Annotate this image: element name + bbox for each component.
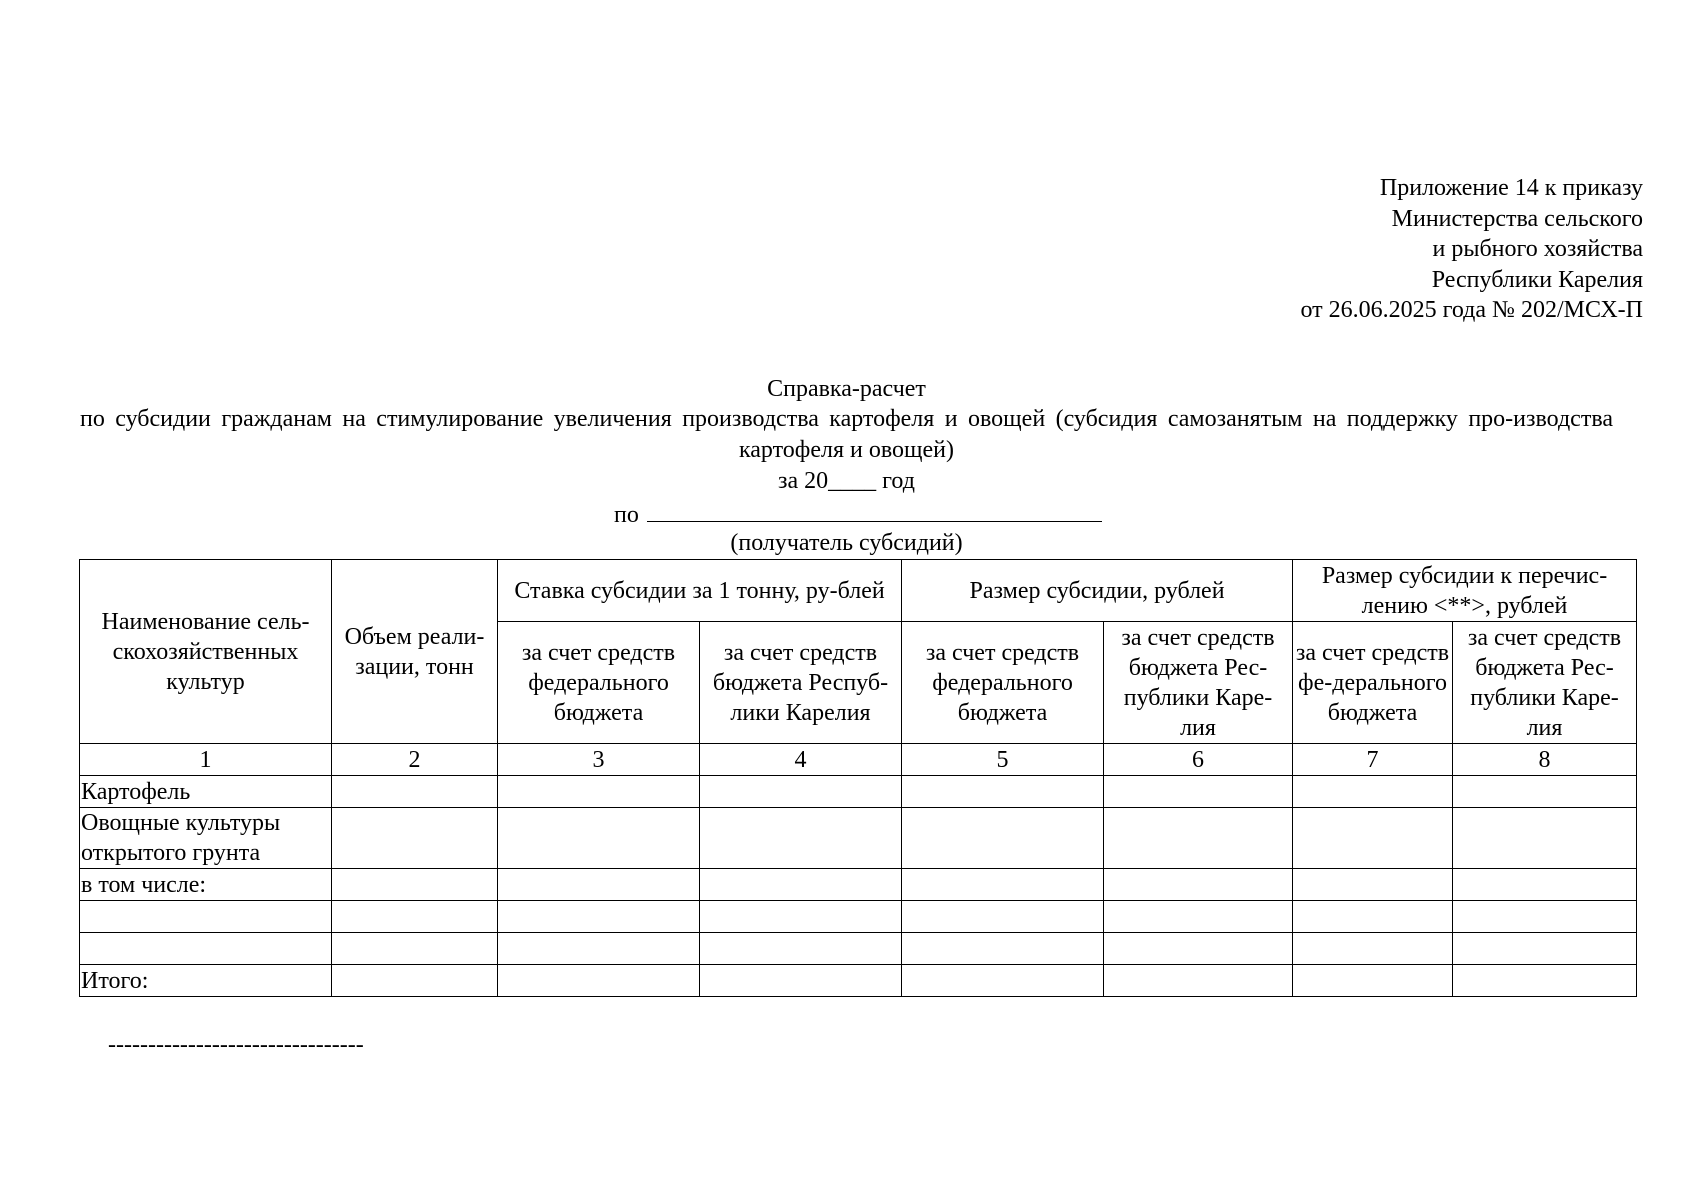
- table-row: [80, 965, 1637, 997]
- row-label: Картофель: [80, 776, 332, 808]
- table-cell: [1293, 776, 1453, 808]
- table-cell: [332, 965, 498, 997]
- table-cell: [498, 933, 700, 965]
- table-cell: [700, 869, 902, 901]
- column-number: 5: [902, 744, 1104, 776]
- table-row: [80, 808, 1637, 869]
- row-label: в том числе:: [80, 869, 332, 901]
- header-rate-regional: за счет средств бюджета Респуб-лики Карелия: [700, 622, 902, 744]
- table-row: [80, 869, 1637, 901]
- table-cell: [902, 808, 1104, 869]
- table-cell: [1453, 808, 1637, 869]
- calculation-table: [79, 559, 1637, 997]
- table-cell: [332, 901, 498, 933]
- table-cell: [1293, 965, 1453, 997]
- recipient-blank-field: [647, 497, 1102, 522]
- header-amount-regional: за счет средств бюджета Рес-публики Каре-лия: [1104, 622, 1293, 744]
- row-label: Итого:: [80, 965, 332, 997]
- column-number: 1: [80, 744, 332, 776]
- row-label: [80, 933, 332, 965]
- column-number: 4: [700, 744, 902, 776]
- column-number: 8: [1453, 744, 1637, 776]
- table-cell: [1293, 901, 1453, 933]
- header-subsidy-amount-group: Размер субсидии, рублей: [902, 560, 1293, 622]
- document-title: Справка-расчет: [767, 376, 926, 402]
- table-cell: [1104, 776, 1293, 808]
- table-cell: [700, 965, 902, 997]
- table-cell: [700, 808, 902, 869]
- table-cell: [498, 808, 700, 869]
- table-cell: [498, 901, 700, 933]
- appendix-line: Республики Карелия: [1431, 266, 1643, 293]
- header-sales-volume: Объем реали-зации, тонн: [332, 560, 498, 744]
- table-cell: [700, 776, 902, 808]
- header-rate-federal: за счет средств федерального бюджета: [498, 622, 700, 744]
- table-cell: [902, 933, 1104, 965]
- header-transfer-amount-group: Размер субсидии к перечис-лению <**>, рублей: [1293, 560, 1637, 622]
- table-cell: [1453, 965, 1637, 997]
- table-cell: [498, 776, 700, 808]
- header-crop-name: Наименование сель-скохозяйственных культур: [80, 560, 332, 744]
- recipient-line: [614, 497, 1102, 530]
- table-cell: [498, 965, 700, 997]
- appendix-block: [1300, 173, 1643, 326]
- column-number-row: [80, 744, 1637, 776]
- table-cell: [332, 869, 498, 901]
- header-amount-federal: за счет средств федерального бюджета: [902, 622, 1104, 744]
- column-number: 3: [498, 744, 700, 776]
- table-cell: [902, 869, 1104, 901]
- table-cell: [902, 965, 1104, 997]
- table-cell: [1104, 965, 1293, 997]
- table-cell: [1293, 933, 1453, 965]
- table-cell: [1453, 933, 1637, 965]
- table-cell: [700, 901, 902, 933]
- header-transfer-federal: за счет средств фе-дерального бюджета: [1293, 622, 1453, 744]
- table-cell: [1104, 869, 1293, 901]
- column-number: 2: [332, 744, 498, 776]
- recipient-prefix: по: [614, 502, 639, 528]
- table-cell: [1104, 901, 1293, 933]
- table-cell: [332, 933, 498, 965]
- appendix-line: от 26.06.2025 года № 202/МСХ-П: [1300, 297, 1643, 323]
- period-line: за 20____ год: [778, 468, 915, 494]
- table-cell: [1453, 901, 1637, 933]
- appendix-line: и рыбного хозяйства: [1432, 236, 1643, 262]
- column-number: 6: [1104, 744, 1293, 776]
- table-cell: [902, 776, 1104, 808]
- table-cell: [1104, 808, 1293, 869]
- appendix-line: Приложение 14 к приказу: [1379, 175, 1643, 201]
- table-cell: [498, 869, 700, 901]
- column-number: 7: [1293, 744, 1453, 776]
- table-row: [80, 776, 1637, 808]
- header-rate-group: Ставка субсидии за 1 тонну, ру-блей: [498, 560, 902, 622]
- recipient-note: (получатель субсидий): [730, 530, 963, 556]
- table-cell: [1293, 808, 1453, 869]
- table-row: [80, 901, 1637, 933]
- table-cell: [700, 933, 902, 965]
- header-transfer-regional: за счет средств бюджета Рес-публики Каре-лия: [1453, 622, 1637, 744]
- row-label: [80, 901, 332, 933]
- table-cell: [332, 808, 498, 869]
- table-cell: [1453, 869, 1637, 901]
- row-label: Овощные культуры открытого грунта: [80, 808, 332, 869]
- table-cell: [332, 776, 498, 808]
- table-cell: [1293, 869, 1453, 901]
- table-cell: [902, 901, 1104, 933]
- footnote-separator: --------------------------------: [108, 1032, 364, 1058]
- table-cell: [1104, 933, 1293, 965]
- table-row: [80, 933, 1637, 965]
- table-cell: [1453, 776, 1637, 808]
- appendix-line: Министерства сельского: [1391, 205, 1643, 232]
- document-subtitle: по субсидии гражданам на стимулирование увеличения производства картофеля и овощей (субсидия самозанятым на поддержку про-изводства картофеля и овощей): [80, 406, 1613, 463]
